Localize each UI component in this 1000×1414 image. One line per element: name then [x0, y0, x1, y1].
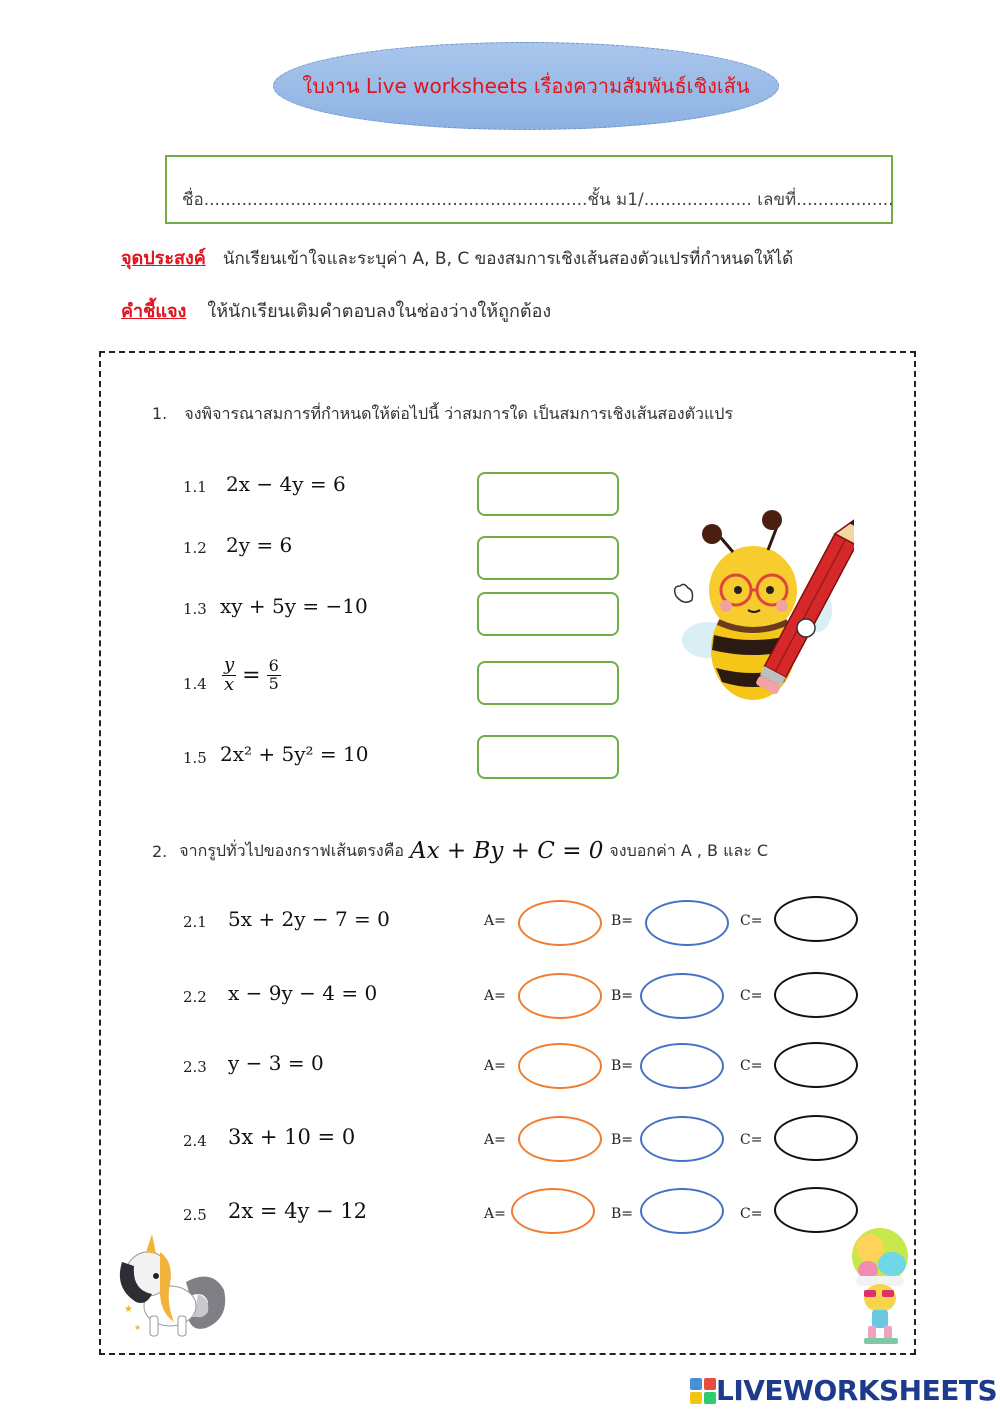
answer-b-2-1[interactable]	[645, 900, 729, 946]
question-1-number: 1.	[152, 404, 168, 423]
answer-b-2-5[interactable]	[640, 1188, 724, 1234]
item-2-2-number: 2.2	[183, 988, 207, 1006]
answer-a-2-5[interactable]	[511, 1188, 595, 1234]
answer-a-2-4[interactable]	[518, 1116, 602, 1162]
item-2-4-number: 2.4	[183, 1132, 207, 1150]
question-2-number: 2.	[152, 841, 168, 861]
instruction-row	[121, 296, 551, 325]
item-2-2-equation: x − 9y − 4 = 0	[228, 981, 378, 1005]
answer-box-1-2[interactable]	[477, 536, 619, 580]
item-2-1-equation: 5x + 2y − 7 = 0	[228, 907, 390, 931]
item-2-4-equation: 3x + 10 = 0	[228, 1125, 356, 1149]
rhs-fraction	[267, 658, 281, 693]
svg-text:★: ★	[124, 1304, 133, 1315]
item-1-2-number: 1.2	[183, 539, 207, 557]
answer-b-2-2[interactable]	[640, 973, 724, 1019]
equals-sign: =	[242, 662, 261, 688]
answer-box-1-1[interactable]	[477, 472, 619, 516]
label-c-2-1: C=	[740, 913, 763, 929]
unicorn-illustration	[112, 1232, 230, 1340]
objective-row	[121, 243, 793, 272]
label-a-2-1: A=	[484, 913, 506, 929]
worksheet-title	[273, 42, 779, 130]
label-b-2-1: B=	[611, 913, 634, 929]
question-1-text: จงพิจารณาสมการที่กำหนดให้ต่อไปนี้ ว่าสมการใด เป็นสมการเชิงเส้นสองตัวแปร	[184, 404, 734, 423]
answer-b-2-4[interactable]	[640, 1116, 724, 1162]
student-info-line: ชื่อ.......................................................................ชั้น ม1/.................... เลขที่..................	[182, 190, 894, 210]
question-2	[152, 838, 768, 864]
answer-c-2-4[interactable]	[774, 1115, 858, 1161]
label-a-2-5: A=	[484, 1206, 506, 1222]
item-2-3-number: 2.3	[183, 1058, 207, 1076]
label-a-2-4: A=	[484, 1132, 506, 1148]
answer-c-2-3[interactable]	[774, 1042, 858, 1088]
answer-a-2-1[interactable]	[518, 900, 602, 946]
liveworksheets-logo-text: LIVEWORKSHEETS	[716, 1374, 998, 1407]
item-1-1-number: 1.1	[183, 478, 207, 496]
instruction-label: คำชี้แจง	[121, 301, 187, 322]
label-b-2-5: B=	[611, 1206, 634, 1222]
lhs-fraction	[222, 656, 236, 695]
item-2-1-number: 2.1	[183, 913, 207, 931]
answer-c-2-1[interactable]	[774, 896, 858, 942]
liveworksheets-logo-icon	[690, 1378, 716, 1404]
item-1-1-equation: 2x − 4y = 6	[226, 472, 346, 496]
answer-box-1-5[interactable]	[477, 735, 619, 779]
answer-a-2-2[interactable]	[518, 973, 602, 1019]
liveworksheets-logo[interactable]	[690, 1374, 997, 1407]
svg-text:★: ★	[134, 1323, 142, 1332]
rhs-numerator: 6	[268, 656, 279, 676]
ice-cream-character-illustration	[846, 1226, 914, 1348]
question-2-text-before: จากรูปทั่วไปของกราฟเส้นตรงคือ	[179, 840, 405, 860]
label-b-2-4: B=	[611, 1132, 634, 1148]
title-text: ใบงาน Live worksheets เรื่องความสัมพันธ์เชิงเส้น	[302, 74, 750, 98]
item-1-2-equation: 2y = 6	[226, 533, 293, 557]
rhs-denominator: 5	[268, 673, 279, 693]
label-a-2-3: A=	[484, 1058, 506, 1074]
bee-with-pencil-illustration	[668, 510, 854, 706]
answer-a-2-3[interactable]	[518, 1043, 602, 1089]
answer-c-2-2[interactable]	[774, 972, 858, 1018]
label-c-2-3: C=	[740, 1058, 763, 1074]
item-2-5-number: 2.5	[183, 1206, 207, 1224]
label-c-2-4: C=	[740, 1132, 763, 1148]
item-2-5-equation: 2x = 4y − 12	[228, 1199, 368, 1223]
item-1-3-equation: xy + 5y = −10	[220, 594, 368, 618]
item-2-3-equation: y − 3 = 0	[228, 1051, 324, 1075]
question-1	[152, 402, 733, 427]
lhs-denominator: x	[224, 673, 235, 695]
item-1-4-equation	[222, 656, 281, 695]
instruction-text: ให้นักเรียนเติมคำตอบลงในช่องว่างให้ถูกต้อง	[207, 301, 552, 322]
objective-text: นักเรียนเข้าใจและระบุค่า A, B, C ของสมการเชิงเส้นสองตัวแปรที่กำหนดให้ได้	[222, 249, 794, 269]
label-c-2-2: C=	[740, 988, 763, 1004]
item-1-3-number: 1.3	[183, 600, 207, 618]
label-a-2-2: A=	[484, 988, 506, 1004]
answer-box-1-3[interactable]	[477, 592, 619, 636]
label-b-2-2: B=	[611, 988, 634, 1004]
label-c-2-5: C=	[740, 1206, 763, 1222]
answer-box-1-4[interactable]	[477, 661, 619, 705]
objective-label: จุดประสงค์	[121, 248, 206, 269]
question-2-text-after: จงบอกค่า A , B และ C	[609, 840, 769, 860]
general-formula: Ax + By + C = 0	[410, 838, 604, 864]
answer-b-2-3[interactable]	[640, 1043, 724, 1089]
item-1-4-number: 1.4	[183, 675, 207, 693]
label-b-2-3: B=	[611, 1058, 634, 1074]
lhs-numerator: y	[224, 654, 235, 675]
item-1-5-number: 1.5	[183, 749, 207, 767]
item-1-5-equation: 2x² + 5y² = 10	[220, 742, 369, 766]
